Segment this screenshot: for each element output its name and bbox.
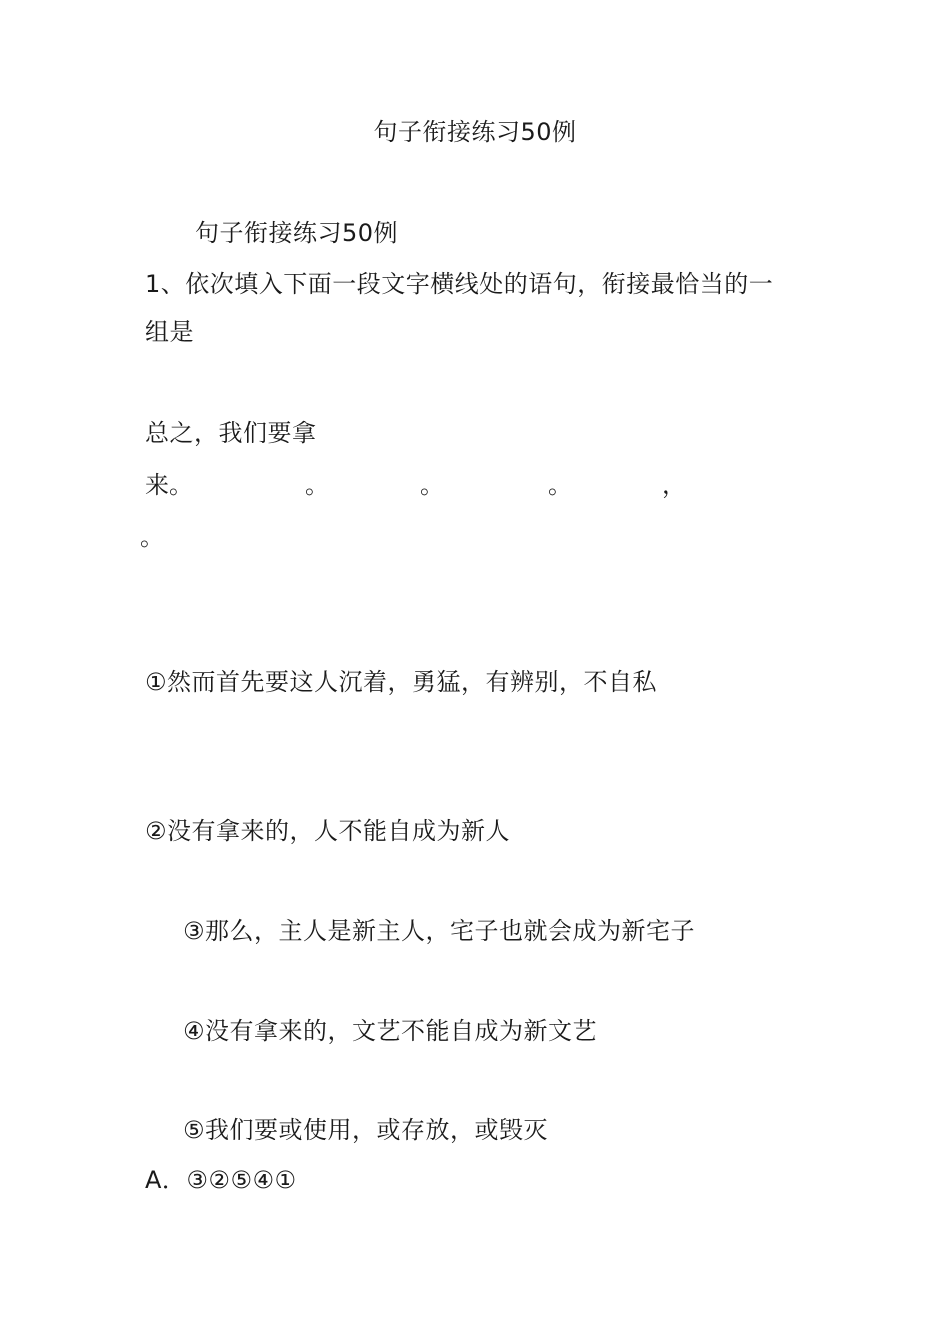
question-stem-line-1: 1、依次填入下面一段文字横线处的语句，衔接最恰当的一 [145, 270, 774, 298]
option-4: ④没有拿来的，文艺不能自成为新文艺 [183, 1017, 598, 1045]
option-1: ①然而首先要这人沉着，勇猛，有辨别，不自私 [145, 668, 658, 696]
passage-line-2 [145, 469, 705, 501]
passage-line-3: 。 [140, 523, 165, 551]
blank-mark-4: ， [662, 471, 686, 499]
blank-mark-2: 。 [420, 471, 444, 499]
option-2: ②没有拿来的，人不能自成为新人 [145, 817, 511, 845]
blank-mark-1: 。 [305, 471, 329, 499]
passage-line-1: 总之，我们要拿 [145, 419, 317, 447]
option-3: ③那么，主人是新主人，宅子也就会成为新宅子 [183, 917, 696, 945]
section-heading: 句子衔接练习50例 [195, 219, 399, 247]
question-stem-line-2: 组是 [145, 318, 194, 346]
option-5: ⑤我们要或使用，或存放，或毁灭 [183, 1116, 549, 1144]
passage-line-2-start: 来。 [145, 471, 193, 499]
blank-mark-3: 。 [548, 471, 572, 499]
answer-choice-a: A．③②⑤④① [145, 1166, 297, 1194]
document-title: 句子衔接练习50例 [373, 118, 577, 146]
